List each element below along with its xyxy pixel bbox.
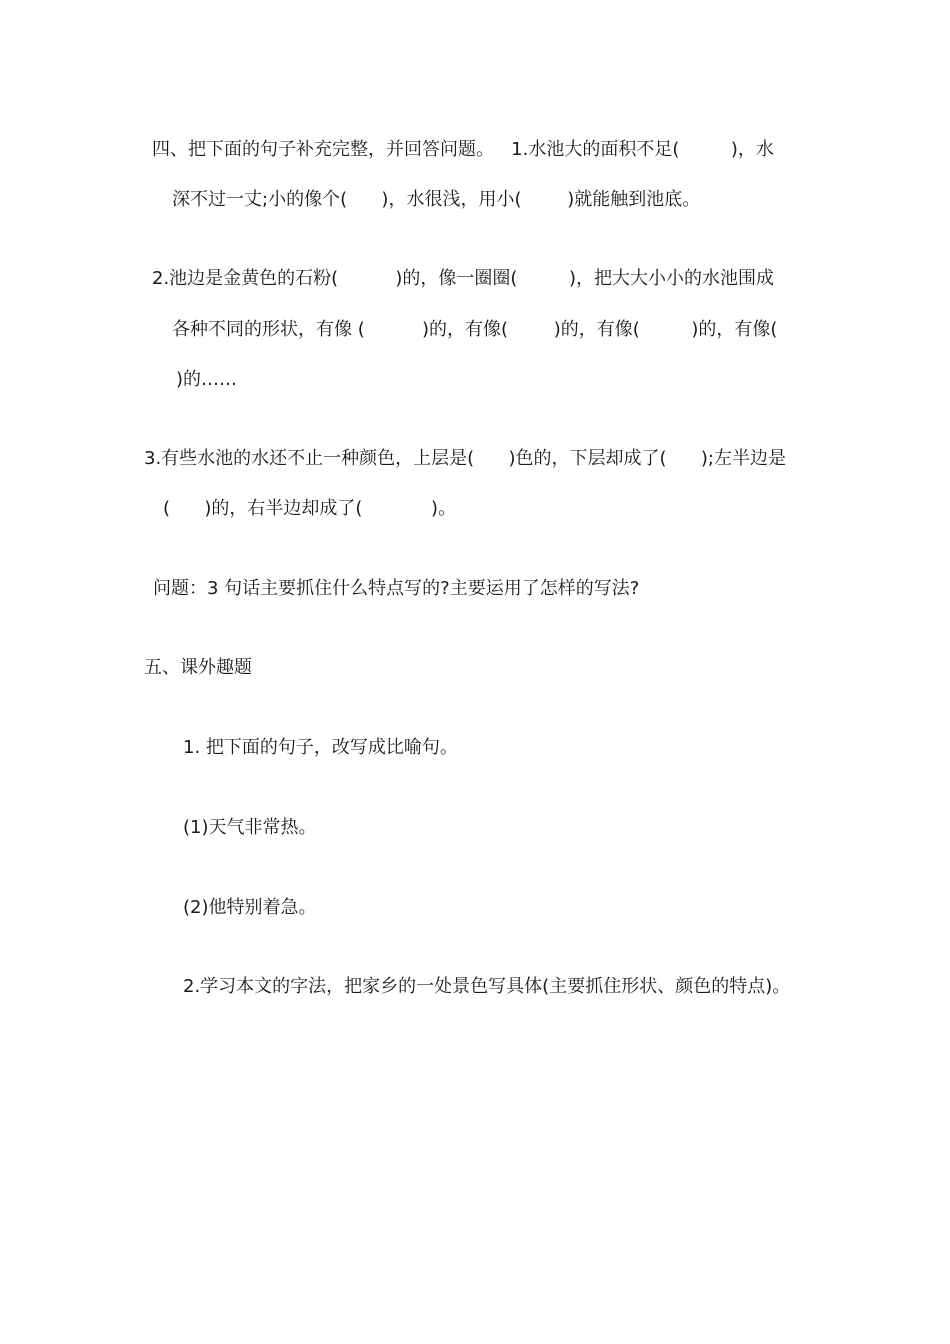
section5-title: 五、课外趣题 <box>144 657 252 678</box>
section5-item1b: (2)他特别着急。 <box>183 897 317 918</box>
section4-line5: )的…… <box>176 369 238 390</box>
section4-line6: 3.有些水池的水还不止一种颜色，上层是( )色的，下层却成了( );左半边是 <box>144 448 786 469</box>
section5-item2: 2.学习本文的字法，把家乡的一处景色写具体(主要抓住形状、颜色的特点)。 <box>183 976 791 997</box>
section4-line3: 2.池边是金黄色的石粉( )的，像一圈圈( )，把大大小小的水池围成 <box>152 268 774 289</box>
section5-item1: 1. 把下面的句子，改写成比喻句。 <box>183 737 458 758</box>
section4-line1: 四、把下面的句子补充完整，并回答问题。 1.水池大的面积不足( )，水 <box>152 139 774 160</box>
section4-question: 问题：3 句话主要抓住什么特点写的?主要运用了怎样的写法? <box>153 578 640 599</box>
section4-line4: 各种不同的形状，有像 ( )的，有像( )的，有像( )的，有像( <box>172 319 778 340</box>
section4-line7: ( )的，右半边却成了( )。 <box>163 498 457 519</box>
section4-line2: 深不过一丈;小的像个( )，水很浅，用小( )就能触到池底。 <box>172 189 701 210</box>
section5-item1a: (1)天气非常热。 <box>183 817 317 838</box>
